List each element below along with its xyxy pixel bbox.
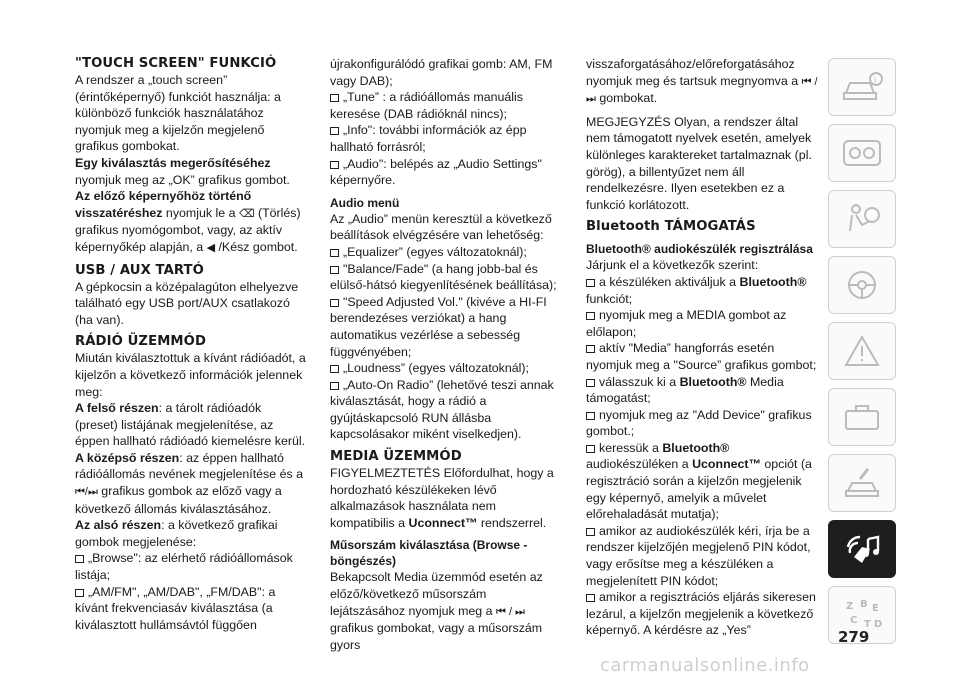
back-arrow-icon: ◀ (206, 241, 216, 254)
list-item: „Loudness” (egyes változatoknál); (330, 360, 562, 377)
heading-touch-screen: "TOUCH SCREEN" FUNKCIÓ (75, 56, 277, 71)
subheading-bluetooth-register: Bluetooth® audiokészülék regisztrálása (586, 242, 813, 257)
svg-text:C: C (850, 615, 858, 626)
list-item: "Speed Adjusted Vol." (kivéve a HI-FI berendezéses verziókat) a hang automatikus vezérlése a sebesség függvényében; (330, 294, 547, 359)
paragraph: visszaforgatásához/előreforgatásához nyomjuk meg és tartsuk megnyomva a ⏮ / ⏭ gombokat. (586, 57, 818, 106)
column-3 (586, 56, 818, 639)
tab-warnings[interactable] (828, 322, 896, 380)
tab-driving[interactable] (828, 256, 896, 314)
bullet-box-icon (75, 555, 84, 563)
list-item: aktív "Media” hangforrás esetén nyomjuk meg a "Source” grafikus gombot; (586, 341, 817, 372)
heading-bluetooth: Bluetooth TÁMOGATÁS (586, 219, 756, 235)
list-item: nyomjuk meg a MEDIA gombot az előlapon; (586, 308, 787, 339)
heading-media-mode: MEDIA ÜZEMMÓD (330, 449, 462, 465)
paragraph: Az alsó részen: a következő grafikai gombok megjelenése: (75, 518, 278, 549)
bullet-box-icon (330, 266, 339, 274)
tab-safety[interactable] (828, 190, 896, 248)
warning-triangle-icon (840, 331, 884, 371)
dashboard-lights-icon (840, 133, 884, 173)
paragraph: Az előző képernyőhöz történő visszatéréshez nyomjuk le a ⌫ (Törlés) grafikus nyomógombot, vagy, az aktív képernyőkép alapján, a ◀ /Kész gombot. (75, 189, 301, 254)
list-item: nyomjuk meg az "Add Device" grafikus gombot.; (586, 407, 812, 439)
bullet-box-icon (586, 312, 595, 320)
list-item: „Equalizer” (egyes változatoknál); (330, 244, 562, 261)
subheading-audio-menu: Audio menü (330, 195, 400, 210)
paragraph: A rendszer a „touch screen” (érintőképernyő) funkciót használja: a különböző funkciók használatához nyomjuk meg a kijelzőn megjelenő grafikus gombokat. (75, 73, 281, 154)
bullet-box-icon (330, 299, 339, 307)
subheading-track-selection: Műsorszám kiválasztása (Browse - böngészés) (330, 538, 528, 569)
list-item: amikor az audiokészülék kéri, írja be a rendszer kijelzőjén megjelenő PIN kódot, vagy erősítse meg a készüléken a megjelenített PIN kódot; (586, 523, 811, 588)
bullet-box-icon (586, 345, 595, 353)
list-item: „AM/FM", „AM/DAB", „FM/DAB": a kívánt frekvenciasáv kiválasztása (a kiválasztott hullámsávtól függően (75, 584, 276, 632)
paragraph: Egy kiválasztás megerősítéséhez nyomjuk meg az „OK” grafikus gombot. (75, 155, 290, 187)
bullet-box-icon (330, 94, 339, 102)
list-item: „Auto-On Radio” (lehetővé teszi annak kiválasztását, hogy a rádió a gyújtáskapcsoló RUN állásba kapcsolásakor miként viselkedjen). (330, 377, 554, 442)
list-item: keressük a Bluetooth® audiokészüléken a Uconnect™ opciót (a regisztráció során a kijelzőn megjelenik egy képernyő, amelyik a művelet előrehaladását mutatja); (586, 440, 812, 522)
paragraph: A gépkocsin a középalagúton elhelyezve található egy USB port/AUX csatlakozó (ha van). (75, 279, 299, 327)
paragraph: Miután kiválasztottuk a kívánt rádióadót, a kijelzőn a következő információk jelennek meg: (75, 351, 306, 399)
svg-text:B: B (860, 599, 868, 610)
delete-icon: ⌫ (238, 207, 255, 220)
prev-next-icon: ⏮ / ⏭ (586, 75, 818, 106)
bullet-box-icon (75, 589, 84, 597)
list-item: "Balance/Fade" (a hang jobb-bal és elülső-hátsó kiegyenlítésének beállítása); (330, 261, 557, 293)
tab-emergency[interactable] (828, 388, 896, 446)
column-2 (330, 56, 562, 653)
bullet-box-icon (586, 528, 595, 536)
airbag-safety-icon (840, 199, 884, 239)
prev-next-icon: ⏮ / ⏭ (495, 605, 525, 618)
bullet-box-icon (586, 379, 595, 387)
paragraph: Járjunk el a következők szerint: (586, 258, 759, 273)
tab-dashboard[interactable] (828, 124, 896, 182)
list-item: „Audio": belépés az „Audio Settings" képernyőre. (330, 156, 542, 188)
paragraph: A felső részen: a tárolt rádióadók (preset) listájának megjelenítése, az éppen hallható rádióadó kiemelésre kerül. (75, 401, 306, 449)
svg-text:i: i (874, 76, 877, 85)
list-item: „Browse": az elérhető rádióállomások listája; (75, 551, 293, 583)
chapter-tabs (828, 58, 898, 652)
svg-text:E: E (872, 603, 879, 614)
watermark: carmanualsonline.info (600, 655, 810, 676)
bullet-box-icon (330, 127, 339, 135)
paragraph: Az „Audio” menün keresztül a következő beállítások elvégzésére van lehetőség: (330, 211, 552, 243)
multimedia-icon (840, 529, 884, 569)
prev-next-icon: ⏮/⏭ (75, 486, 98, 499)
bullet-box-icon (586, 279, 595, 287)
list-item: „Tune” : a rádióállomás manuális keresése (DAB rádióknál nincs); (330, 90, 523, 121)
heading-radio-mode: RÁDIÓ ÜZEMMÓD (75, 334, 206, 350)
list-item: válasszuk ki a Bluetooth® Media támogatást; (586, 374, 784, 406)
bullet-box-icon (586, 445, 595, 453)
svg-text:Z: Z (846, 601, 854, 612)
car-info-icon (840, 67, 884, 107)
heading-usb-aux: USB / AUX TARTÓ (75, 262, 204, 278)
note-paragraph: MEGJEGYZÉS Olyan, a rendszer által nem támogatott nyelvek esetén, amelyek különleges karaktereket tartalmaznak (pl. görög), a billentyűzet nem áll rendelkezésre. Ilyen esetekben ez a funkció korlátozott. (586, 114, 812, 212)
bullet-box-icon (330, 365, 339, 373)
tab-multimedia[interactable] (828, 520, 896, 578)
list-item: a készüléken aktiváljuk a Bluetooth® funkciót; (586, 274, 807, 306)
svg-text:D: D (874, 619, 883, 630)
bullet-box-icon (330, 161, 339, 169)
bullet-box-icon (586, 594, 595, 602)
steering-wheel-icon (840, 265, 884, 305)
wrench-car-icon (840, 463, 884, 503)
list-item: amikor a regisztrációs eljárás sikeresen lezárul, a kijelzőn megjelenik a következő képernyő. A kérdésre az „Yes” (586, 590, 816, 638)
list-item: „Info": további információk az épp hallható forrásról; (330, 123, 527, 154)
bullet-box-icon (330, 382, 339, 390)
bullet-box-icon (330, 249, 339, 257)
svg-text:T: T (864, 619, 871, 630)
bullet-box-icon (586, 412, 595, 420)
paragraph: A középső részen: az éppen hallható rádióállomás nevének megjelenítése és a ⏮/⏭ grafikus gombok az előző vagy a következő állomás kiválasztásához. (75, 450, 303, 516)
paragraph: Bekapcsolt Media üzemmód esetén az előző/következő műsorszám lejátszásához nyomjuk meg a ⏮ / ⏭ grafikus gombokat, vagy a műsorszám gyors (330, 570, 543, 652)
paragraph: FIGYELMEZTETÉS Előfordulhat, hogy a hordozható készülékeken lévő alkalmazások használata nem kompatibilis a Uconnect™ rendszerrel. (330, 466, 554, 530)
page-number: 279 (838, 628, 870, 646)
tab-maintenance[interactable] (828, 454, 896, 512)
tab-car-info[interactable] (828, 58, 896, 116)
paragraph: újrakonfigurálódó grafikai gomb: AM, FM vagy DAB); (330, 57, 553, 88)
column-1 (75, 56, 307, 633)
toolbox-icon (840, 397, 884, 437)
